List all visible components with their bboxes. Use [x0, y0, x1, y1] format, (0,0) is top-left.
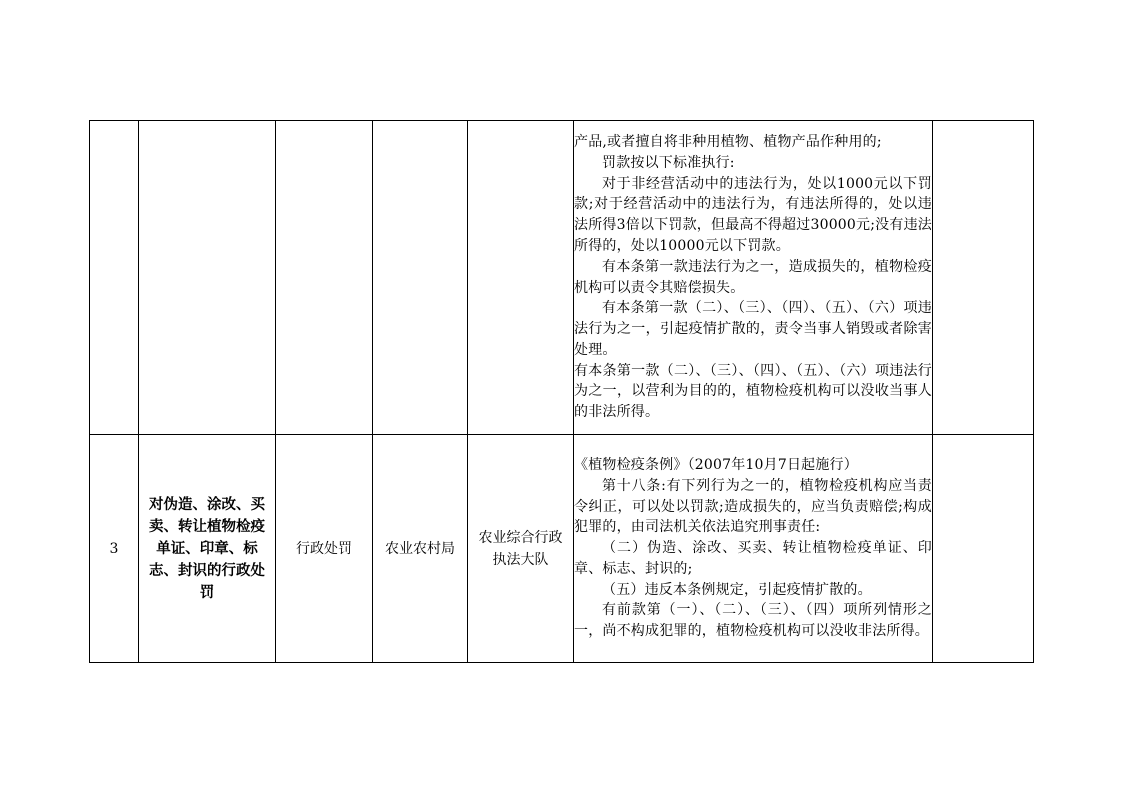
basis-paragraph: （五）违反本条例规定，引起疫情扩散的。 — [602, 581, 872, 598]
executor-cell — [468, 435, 574, 663]
basis-paragraph: 罚款按以下标准执行: — [602, 154, 735, 171]
basis-paragraph: 第十八条:有下列行为之一的，植物检疫机构应当责令纠正，可以处以罚款;造成损失的，应当负责赔偿;构成犯罪的，由司法机关依法追究刑事责任: — [574, 477, 932, 536]
basis-paragraph: 对于非经营活动中的违法行为，处以1000元以下罚款;对于经营活动中的违法行为，有违法所得的，处以违法所得3倍以下罚款，但最高不得超过30000元;没有违法所得的，处以10000元以下罚款。 — [574, 175, 932, 254]
item-name-cell — [139, 435, 276, 663]
basis-paragraph: 有本条第一款（二）、（三）、（四）、（五）、（六）项违法行为之一，引起疫情扩散的，责令当事人销毁或者除害处理。 — [574, 300, 932, 358]
basis-paragraph: 有前款第（一）、（二）、（三）、（四）项所列情形之一，尚不构成犯罪的，植物检疫机构可以没收非法所得。 — [574, 602, 932, 640]
department: 农业农村局 — [385, 540, 455, 557]
executor-cell — [468, 121, 574, 435]
row-number-cell: 3 — [90, 435, 139, 663]
basis-paragraph: 产品,或者擅自将非种用植物、植物产品作种用的; — [574, 133, 882, 150]
category-cell — [276, 435, 373, 663]
department-cell — [373, 435, 468, 663]
executor: 农业综合行政执法大队 — [478, 529, 563, 568]
legal-basis-cell — [574, 121, 933, 435]
note-cell — [933, 435, 1034, 663]
department-cell — [373, 121, 468, 435]
basis-paragraph: 有本条第一款（二）、（三）、（四）、（五）、（六）项违法行为之一，以营利为目的的，植物检疫机构可以没收当事人的非法所得。 — [574, 362, 932, 421]
item-name: 对伪造、涂改、买卖、转让植物检疫单证、印章、标志、封识的行政处罚 — [149, 496, 265, 601]
table-row — [90, 435, 1034, 663]
basis-paragraph: 有本条第一款违法行为之一，造成损失的，植物检疫机构可以责令其赔偿损失。 — [574, 258, 932, 296]
basis-paragraph: （二）伪造、涂改、买卖、转让植物检疫单证、印章、标志、封识的; — [574, 540, 932, 577]
table-row — [90, 121, 1034, 435]
category: 行政处罚 — [296, 540, 352, 557]
basis-paragraph: 《植物检疫条例》（2007年10月7日起施行） — [574, 456, 858, 473]
penalty-table — [89, 120, 1034, 663]
item-name-cell — [139, 121, 276, 435]
note-cell — [933, 121, 1034, 435]
row-number-cell — [90, 121, 139, 435]
legal-basis-cell — [574, 435, 933, 663]
category-cell — [276, 121, 373, 435]
